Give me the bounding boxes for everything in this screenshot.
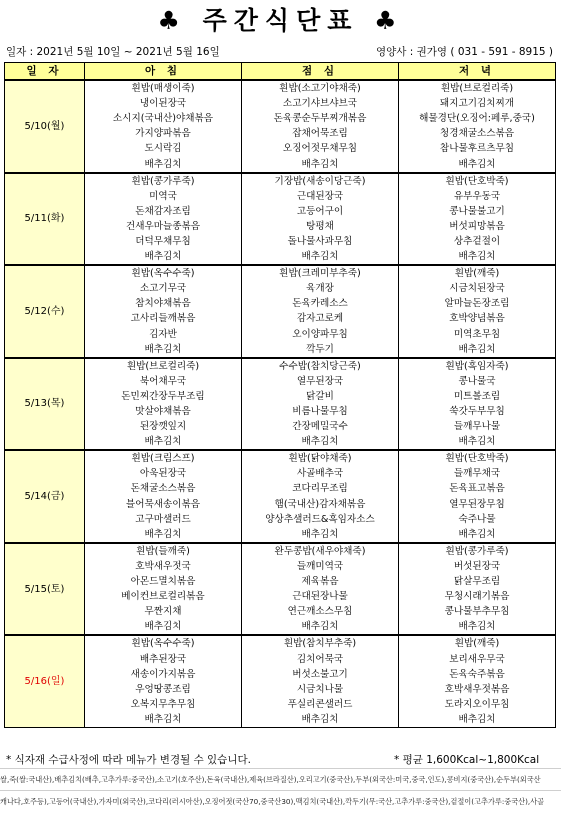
menu-row xyxy=(5,619,556,635)
breakfast-item: 배추김치 xyxy=(85,712,242,728)
dinner-item: 흰밥(단호박죽) xyxy=(399,450,556,466)
header-date: 일 자 xyxy=(5,63,85,81)
lunch-item: 코다리무조림 xyxy=(242,481,399,496)
lunch-item: 근대된장국 xyxy=(242,189,399,204)
date-cell: 5/12(수) xyxy=(5,265,85,358)
menu-row xyxy=(5,327,556,342)
dinner-item: 들깨무채국 xyxy=(399,466,556,481)
lunch-item: 푸실리콘샐러드 xyxy=(242,697,399,712)
date-cell: 5/15(토) xyxy=(5,543,85,636)
menu-row xyxy=(5,712,556,728)
dinner-item: 버섯피망볶음 xyxy=(399,219,556,234)
breakfast-item: 베이컨브로컬리볶음 xyxy=(85,589,242,604)
breakfast-item: 배추된장국 xyxy=(85,651,242,666)
dinner-item: 배추김치 xyxy=(399,156,556,172)
dinner-item: 호박새우젓볶음 xyxy=(399,682,556,697)
menu-row xyxy=(5,249,556,265)
lunch-item: 오이양파무침 xyxy=(242,327,399,342)
breakfast-item: 돈민찌간장두부조림 xyxy=(85,389,242,404)
menu-row xyxy=(5,204,556,219)
breakfast-item: 더덕무채무침 xyxy=(85,234,242,249)
lunch-item: 깍두기 xyxy=(242,342,399,358)
breakfast-item: 맛살야채볶음 xyxy=(85,404,242,419)
lunch-item: 버섯소불고기 xyxy=(242,667,399,682)
lunch-item: 시금치나물 xyxy=(242,682,399,697)
breakfast-item: 새송이가지볶음 xyxy=(85,667,242,682)
notes-bar xyxy=(4,752,555,768)
menu-row xyxy=(5,682,556,697)
lunch-item: 연근깨소스무침 xyxy=(242,604,399,619)
breakfast-item: 무짠지채 xyxy=(85,604,242,619)
breakfast-item: 아몬드멸치볶음 xyxy=(85,574,242,589)
dinner-item: 배추김치 xyxy=(399,249,556,265)
lunch-item: 배추김치 xyxy=(242,249,399,265)
dinner-item: 돈육숙주볶음 xyxy=(399,667,556,682)
menu-row xyxy=(5,342,556,358)
menu-row xyxy=(5,512,556,527)
dinner-item: 호박양념볶음 xyxy=(399,311,556,326)
breakfast-item: 아욱된장국 xyxy=(85,466,242,481)
dinner-item: 청경채굴소스볶음 xyxy=(399,126,556,141)
dinner-item: 해물경단(오징어:페루,중국) xyxy=(399,111,556,126)
lunch-item: 제육볶음 xyxy=(242,574,399,589)
dinner-item: 참나물후르츠무침 xyxy=(399,141,556,156)
lunch-item: 양상추샐러드&흑임자소스 xyxy=(242,512,399,527)
lunch-item: 들깨미역국 xyxy=(242,559,399,574)
menu-row xyxy=(5,80,556,96)
header-lunch: 점 심 xyxy=(242,63,399,81)
dinner-item: 숙주나물 xyxy=(399,512,556,527)
dinner-item: 도라지오이무침 xyxy=(399,697,556,712)
menu-row xyxy=(5,389,556,404)
date-cell: 5/16(일) xyxy=(5,635,85,727)
breakfast-item: 배추김치 xyxy=(85,342,242,358)
lunch-item: 잡채어묵조림 xyxy=(242,126,399,141)
lunch-item: 사골배추국 xyxy=(242,466,399,481)
dinner-item: 들깨무나물 xyxy=(399,419,556,434)
breakfast-item: 호박새우젓국 xyxy=(85,559,242,574)
menu-row xyxy=(5,265,556,281)
dinner-item: 닭살무조림 xyxy=(399,574,556,589)
lunch-item: 육개장 xyxy=(242,281,399,296)
menu-row xyxy=(5,419,556,434)
lunch-item: 비름나물무침 xyxy=(242,404,399,419)
breakfast-item: 고구마샐러드 xyxy=(85,512,242,527)
lunch-item: 수수밥(참치당근죽) xyxy=(242,358,399,374)
lunch-item: 기장밥(새송이당근죽) xyxy=(242,173,399,189)
origin-line-1: 쌀,죽(쌀:국내산),배추김치(배추,고추가루:중국산),소고기(호주산),돈육(국내산),제육(브라질산),오리고기(중국산),두부(외국산:미국,중국,인도),콩비지(중국산),순두부(외국산 xyxy=(0,768,561,791)
lunch-item: 돌나물사과무침 xyxy=(242,234,399,249)
breakfast-item: 된장깻잎지 xyxy=(85,419,242,434)
dinner-item: 배추김치 xyxy=(399,434,556,450)
dinner-item: 미역초무침 xyxy=(399,327,556,342)
dinner-item: 배추김치 xyxy=(399,619,556,635)
menu-row xyxy=(5,156,556,172)
menu-row xyxy=(5,697,556,712)
dinner-item: 콩나물부추무침 xyxy=(399,604,556,619)
menu-row xyxy=(5,481,556,496)
menu-row xyxy=(5,111,556,126)
lunch-item: 배추김치 xyxy=(242,156,399,172)
breakfast-item: 배추김치 xyxy=(85,156,242,172)
dinner-item: 콩나물불고기 xyxy=(399,204,556,219)
breakfast-item: 가지양파볶음 xyxy=(85,126,242,141)
dinner-item: 콩나물국 xyxy=(399,374,556,389)
dinner-item: 흰밥(깨죽) xyxy=(399,635,556,651)
dinner-item: 보리새우무국 xyxy=(399,651,556,666)
header-breakfast: 아 침 xyxy=(85,63,242,81)
menu-row xyxy=(5,404,556,419)
menu-row xyxy=(5,358,556,374)
breakfast-item: 블어묵새송이볶음 xyxy=(85,497,242,512)
lunch-item: 열무된장국 xyxy=(242,374,399,389)
menu-row xyxy=(5,667,556,682)
menu-row xyxy=(5,374,556,389)
origin-line-2: 캐나다,호주등),고등어(국내산),가자미(외국산),코다리(러시아산),오징어젓(국산70,중국산30),맥김치(국내산),깍두기(무:국산,고추가루:중국산),겉절이(고추가루:중국산),사골 xyxy=(0,790,561,813)
dinner-item: 돈육표고볶음 xyxy=(399,481,556,496)
lunch-item: 흰밥(참치부추죽) xyxy=(242,635,399,651)
menu-row xyxy=(5,311,556,326)
lunch-item: 간장메밀국수 xyxy=(242,419,399,434)
lunch-item: 완두콩밥(새우야채죽) xyxy=(242,543,399,559)
menu-row xyxy=(5,296,556,311)
dinner-item: 배추김치 xyxy=(399,342,556,358)
lunch-item: 햄(국내산)감자채볶음 xyxy=(242,497,399,512)
change-notice: * 식자재 수급사정에 따라 메뉴가 변경될 수 있습니다. xyxy=(6,754,251,766)
lunch-item: 탕평채 xyxy=(242,219,399,234)
breakfast-item: 냉이된장국 xyxy=(85,96,242,111)
breakfast-item: 흰밥(옥수수죽) xyxy=(85,635,242,651)
menu-row xyxy=(5,141,556,156)
menu-row xyxy=(5,219,556,234)
info-bar xyxy=(4,44,555,60)
dinner-item: 쑥갓두부무침 xyxy=(399,404,556,419)
dinner-item: 돼지고기김치찌개 xyxy=(399,96,556,111)
menu-row xyxy=(5,434,556,450)
menu-row xyxy=(5,281,556,296)
breakfast-item: 오복지무추무침 xyxy=(85,697,242,712)
breakfast-item: 배추김치 xyxy=(85,434,242,450)
dinner-item: 배추김치 xyxy=(399,527,556,543)
menu-row xyxy=(5,126,556,141)
dinner-item: 흰밥(단호박죽) xyxy=(399,173,556,189)
lunch-item: 돈육카레소스 xyxy=(242,296,399,311)
lunch-item: 배추김치 xyxy=(242,434,399,450)
date-cell: 5/14(금) xyxy=(5,450,85,543)
menu-row xyxy=(5,543,556,559)
lunch-item: 닭갈비 xyxy=(242,389,399,404)
dinner-item: 흰밥(콩가루죽) xyxy=(399,543,556,559)
dinner-item: 흰밥(브로컬리죽) xyxy=(399,80,556,96)
lunch-item: 흰밥(닭야채죽) xyxy=(242,450,399,466)
header-row xyxy=(5,63,556,81)
lunch-item: 감자고로케 xyxy=(242,311,399,326)
lunch-item: 고등어구이 xyxy=(242,204,399,219)
breakfast-item: 배추김치 xyxy=(85,527,242,543)
breakfast-item: 흰밥(브로컬리죽) xyxy=(85,358,242,374)
breakfast-item: 흰밥(옥수수죽) xyxy=(85,265,242,281)
menu-row xyxy=(5,96,556,111)
breakfast-item: 북어채무국 xyxy=(85,374,242,389)
lunch-item: 김치어묵국 xyxy=(242,651,399,666)
lunch-item: 오징어젓무채무침 xyxy=(242,141,399,156)
lunch-item: 배추김치 xyxy=(242,619,399,635)
dinner-item: 흰밥(흑임자죽) xyxy=(399,358,556,374)
breakfast-item: 우엉땅콩조림 xyxy=(85,682,242,697)
dinner-item: 버섯된장국 xyxy=(399,559,556,574)
lunch-item: 소고기샤브샤브국 xyxy=(242,96,399,111)
breakfast-item: 흰밥(들깨죽) xyxy=(85,543,242,559)
breakfast-item: 흰밥(콩가루죽) xyxy=(85,173,242,189)
breakfast-item: 배추김치 xyxy=(85,619,242,635)
breakfast-item: 미역국 xyxy=(85,189,242,204)
menu-row xyxy=(5,497,556,512)
dietitian-text: 영양사 : 권가영 ( 031 - 591 - 8915 ) xyxy=(375,46,553,58)
dinner-item: 흰밥(깨죽) xyxy=(399,265,556,281)
date-cell: 5/10(월) xyxy=(5,80,85,173)
header-dinner: 저 녁 xyxy=(399,63,556,81)
breakfast-item: 김자반 xyxy=(85,327,242,342)
breakfast-item: 돈채굴소스볶음 xyxy=(85,481,242,496)
lunch-item: 흰밥(크레미부추죽) xyxy=(242,265,399,281)
menu-row xyxy=(5,466,556,481)
menu-row xyxy=(5,173,556,189)
menu-row xyxy=(5,574,556,589)
menu-row xyxy=(5,559,556,574)
menu-row xyxy=(5,589,556,604)
lunch-item: 배추김치 xyxy=(242,712,399,728)
period-text: 일자 : 2021년 5월 10일 ~ 2021년 5월 16일 xyxy=(6,46,220,58)
menu-row xyxy=(5,450,556,466)
dinner-item: 유부우동국 xyxy=(399,189,556,204)
menu-row xyxy=(5,234,556,249)
menu-row xyxy=(5,651,556,666)
lunch-item: 근대된장나물 xyxy=(242,589,399,604)
dinner-item: 배추김치 xyxy=(399,712,556,728)
lunch-item: 흰밥(소고기야채죽) xyxy=(242,80,399,96)
lunch-item: 배추김치 xyxy=(242,527,399,543)
menu-row xyxy=(5,604,556,619)
page-title: ♣ 주간식단표 ♣ xyxy=(157,6,404,35)
dinner-item: 상추겉절이 xyxy=(399,234,556,249)
lunch-item: 돈육콩순두부찌개볶음 xyxy=(242,111,399,126)
breakfast-item: 도시락김 xyxy=(85,141,242,156)
menu-row xyxy=(5,635,556,651)
breakfast-item: 흰밥(크림스프) xyxy=(85,450,242,466)
date-cell: 5/13(목) xyxy=(5,358,85,451)
dinner-item: 미트볼조림 xyxy=(399,389,556,404)
date-cell: 5/11(화) xyxy=(5,173,85,266)
dinner-item: 무청시래기볶음 xyxy=(399,589,556,604)
menu-row xyxy=(5,527,556,543)
breakfast-item: 소고기무국 xyxy=(85,281,242,296)
breakfast-item: 흰밥(매생이죽) xyxy=(85,80,242,96)
menu-row xyxy=(5,189,556,204)
breakfast-item: 고사리들깨볶음 xyxy=(85,311,242,326)
breakfast-item: 건새우마늘종볶음 xyxy=(85,219,242,234)
breakfast-item: 돈채감자조림 xyxy=(85,204,242,219)
weekly-menu-table xyxy=(4,62,556,728)
breakfast-item: 배추김치 xyxy=(85,249,242,265)
breakfast-item: 참치야채볶음 xyxy=(85,296,242,311)
calorie-notice: * 평균 1,600Kcal~1,800Kcal xyxy=(394,754,540,766)
dinner-item: 열무된장무침 xyxy=(399,497,556,512)
breakfast-item: 소시지(국내산)야채볶음 xyxy=(85,111,242,126)
dinner-item: 시금치된장국 xyxy=(399,281,556,296)
dinner-item: 알마늘돈장조림 xyxy=(399,296,556,311)
menu-body xyxy=(5,80,556,727)
